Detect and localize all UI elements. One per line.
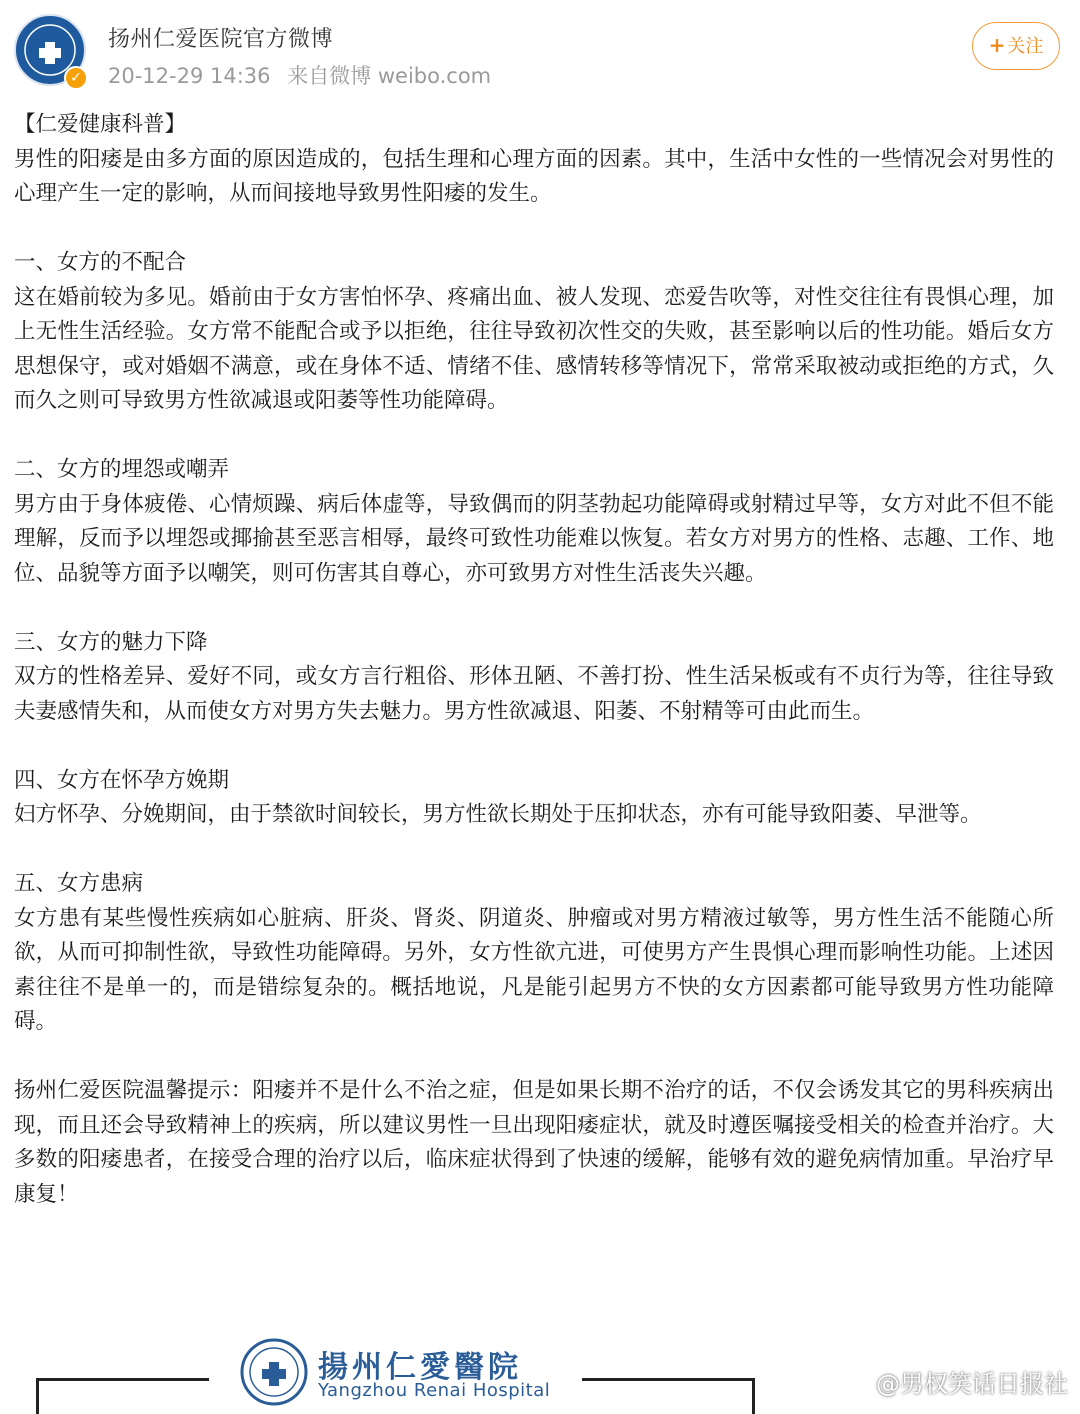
attached-image[interactable] [0,1320,1080,1414]
hospital-logo-icon [240,1338,308,1406]
paragraph-gap [14,729,1054,764]
verified-badge-icon: ✓ [64,66,88,90]
section-heading-1: 一、女方的不配合 [14,250,187,275]
follow-label: 关注 [1007,36,1044,57]
username[interactable]: 扬州仁爱医院官方微博 [108,27,334,52]
weibo-watermark: @男权笑话日报社 [876,1370,1068,1398]
hospital-name-en: Yangzhou Renai Hospital [318,1380,551,1401]
section-body-5: 女方患有某些慢性疾病如心脏病、肝炎、肾炎、阴道炎、肿瘤或对男方精液过敏等，男方性生活不能随心所欲，从而可抑制性欲，导致性功能障碍。另外，女方性欲亢进，可使男方产生畏惧心理而影响性功能。上述因素往往不是单一的，而是错综复杂的。概括地说，凡是能引起男方不快的女方因素都可能导致男方性功能障碍。 [14,905,1054,1034]
paragraph-gap [14,212,1054,247]
section-heading-5: 五、女方患病 [14,871,144,896]
post-source[interactable]: 来自微博 weibo.com [287,64,492,88]
post-meta [108,60,501,90]
section-heading-2: 二、女方的埋怨或嘲弄 [14,457,230,482]
paragraph-gap [14,833,1054,868]
intro-paragraph: 男性的阳痿是由多方面的原因造成的，包括生理和心理方面的因素。其中，生活中女性的一些情况会对男性的心理产生一定的影响，从而间接地导致男性阳痿的发生。 [14,146,1054,206]
section-heading-4: 四、女方在怀孕方娩期 [14,767,230,793]
post-body [14,108,1054,1212]
post-tag: 【仁爱健康科普】 [14,112,187,137]
post-header [0,0,1080,110]
section-body-1: 这在婚前较为多见。婚前由于女方害怕怀孕、疼痛出血、被人发现、恋爱告吹等，对性交往往有畏惧心理，加上无性生活经验。女方常不能配合或予以拒绝，往往导致初次性交的失败，甚至影响以后的性功能。婚后女方思想保守，或对婚姻不满意，或在身体不适、情绪不佳、感情转移等情况下，常常采取被动或拒绝的方式，久而久之则可导致男方性欲减退或阳萎等性功能障碍。 [14,284,1054,413]
closing-tip: 扬州仁爱医院温馨提示：阳痿并不是什么不治之症，但是如果长期不治疗的话，不仅会诱发其它的男科疾病出现，而且还会导致精神上的疾病，所以建议男性一旦出现阳痿症状，就及时遵医嘱接受相关的检查并治疗。大多数的阳痿患者，在接受合理的治疗以后，临床症状得到了快速的缓解，能够有效的避免病情加重。早治疗早康复！ [14,1078,1054,1207]
image-frame-left [36,1378,209,1414]
paragraph-gap [14,1040,1054,1075]
section-body-3: 双方的性格差异、爱好不同，或女方言行粗俗、形体丑陋、不善打扮、性生活呆板或有不贞行为等，往往导致夫妻感情失和，从而使女方对男方失去魅力。男方性欲减退、阳萎、不射精等可由此而生。 [14,664,1054,724]
paragraph-gap [14,419,1054,454]
hospital-name-cn: 揚州仁愛醫院 [318,1350,522,1385]
image-frame-right [582,1378,755,1414]
section-body-4: 妇方怀孕、分娩期间，由于禁欲时间较长，男方性欲长期处于压抑状态，亦有可能导致阳萎、早泄等。 [14,802,982,827]
plus-icon: + [988,33,1006,57]
section-heading-3: 三、女方的魅力下降 [14,629,208,655]
section-body-2: 男方由于身体疲倦、心情烦躁、病后体虚等，导致偶而的阴茎勃起功能障碍或射精过早等，女方对此不但不能理解，反而予以埋怨或揶揄甚至恶言相辱，最终可致性功能难以恢复。若女方对男方的性格、志趣、工作、地位、品貌等方面予以嘲笑，则可伤害其自尊心，亦可致男方对性生活丧失兴趣。 [14,491,1054,586]
paragraph-gap [14,591,1054,626]
follow-button[interactable] [972,22,1060,70]
post-timestamp: 20-12-29 14:36 [108,64,271,88]
